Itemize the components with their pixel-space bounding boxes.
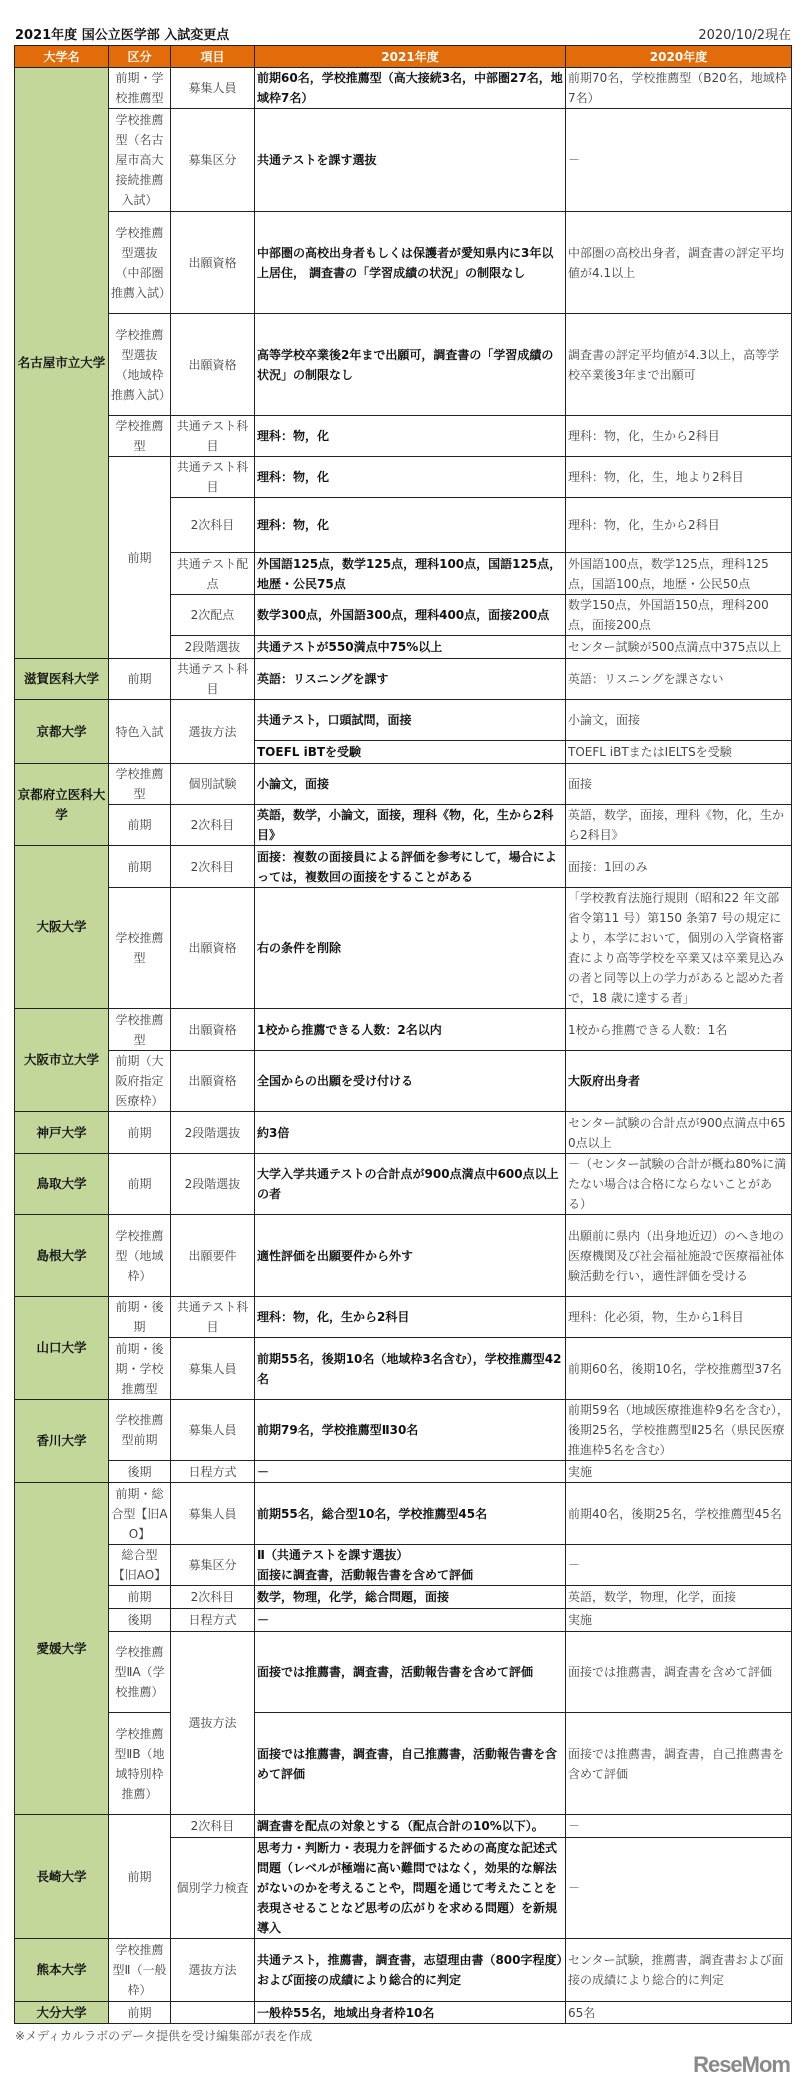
value-2021: 共通テストが550満点中75%以上 bbox=[255, 636, 566, 659]
value-2020: － bbox=[566, 1545, 792, 1586]
table-row bbox=[15, 1586, 792, 1609]
item-cell: 出願資格 bbox=[171, 314, 255, 416]
table-row bbox=[15, 700, 792, 741]
university-name: 長崎大学 bbox=[15, 1815, 109, 1939]
value-2020: － bbox=[566, 1838, 792, 1939]
category-cell: 学校推薦型Ⅱ（一般枠） bbox=[109, 1939, 171, 2002]
category-cell: 学校推薦型ⅡA（学校推薦） bbox=[109, 1632, 171, 1713]
footnote: ※メディカルラボのデータ提供を受け編集部が表を作成 bbox=[15, 2029, 313, 2043]
value-2021: 前期60名，学校推薦型（高大接続3名，中部圏27名，地域枠7名） bbox=[255, 68, 566, 109]
university-name: 香川大学 bbox=[15, 1400, 109, 1483]
item-cell: 選抜方法 bbox=[171, 1632, 255, 1815]
university-name: 鳥取大学 bbox=[15, 1154, 109, 1215]
value-2020: 数学150点，外国語150点，理科200点，面接200点 bbox=[566, 595, 792, 636]
value-2020: センター試験が500点満点中375点以上 bbox=[566, 636, 792, 659]
admission-changes-table bbox=[14, 45, 792, 2024]
category-cell: 総合型【旧AO】 bbox=[109, 1545, 171, 1586]
value-2020: 小論文，面接 bbox=[566, 700, 792, 741]
value-2020: 理科：化必須，物，生から1科目 bbox=[566, 1297, 792, 1338]
university-name: 京都大学 bbox=[15, 700, 109, 764]
value-2020: 調査書の評定平均値が4.3以上，高等学校卒業後3年まで出願可 bbox=[566, 314, 792, 416]
item-cell: 2段階選抜 bbox=[171, 636, 255, 659]
item-cell: 募集区分 bbox=[171, 109, 255, 212]
value-2021: 右の条件を削除 bbox=[255, 888, 566, 1009]
table-container bbox=[0, 45, 805, 2024]
value-2020: 面接：1回のみ bbox=[566, 846, 792, 888]
table-row bbox=[15, 1461, 792, 1483]
item-cell: 個別試験 bbox=[171, 764, 255, 805]
value-2021: 共通テストを課す選抜 bbox=[255, 109, 566, 212]
value-2021: 前期55名，後期10名（地域枠3名含む），学校推薦型42名 bbox=[255, 1338, 566, 1400]
item-cell: 2次配点 bbox=[171, 595, 255, 636]
table-row bbox=[15, 1939, 792, 2002]
value-2020: 前期40名，後期25名，学校推薦型45名 bbox=[566, 1483, 792, 1545]
item-cell: 日程方式 bbox=[171, 1461, 255, 1483]
value-2020: 理科：物，化，生から2科目 bbox=[566, 498, 792, 553]
item-cell: 日程方式 bbox=[171, 1609, 255, 1632]
value-2021: 理科：物，化 bbox=[255, 416, 566, 457]
value-2020: － bbox=[566, 109, 792, 212]
value-2021: 外国語125点，数学125点，理科100点，国語125点，地歴・公民75点 bbox=[255, 553, 566, 595]
value-2021: 数学300点，外国語300点，理科400点，面接200点 bbox=[255, 595, 566, 636]
value-2021: 1校から推薦できる人数：2名以内 bbox=[255, 1009, 566, 1051]
university-name: 大阪市立大学 bbox=[15, 1009, 109, 1112]
university-name: 滋賀医科大学 bbox=[15, 659, 109, 700]
university-name: 大分大学 bbox=[15, 2002, 109, 2024]
table-row bbox=[15, 1338, 792, 1400]
table-row bbox=[15, 212, 792, 314]
value-2021: 前期79名，学校推薦型Ⅱ30名 bbox=[255, 1400, 566, 1461]
category-cell: 前期・学校推薦型 bbox=[109, 68, 171, 109]
value-2021: TOEFL iBTを受験 bbox=[255, 741, 566, 764]
category-cell: 学校推薦型 bbox=[109, 416, 171, 457]
value-2021: 中部圏の高校出身者もしくは保護者が愛知県内に3年以上居住， 調査書の「学習成績の状況」の制限なし bbox=[255, 212, 566, 314]
value-2020: 1校から推薦できる人数：1名 bbox=[566, 1009, 792, 1051]
value-2020: 大阪府出身者 bbox=[566, 1051, 792, 1112]
value-2021: Ⅱ（共通テストを課す選抜） 面接に調査書，活動報告書を含めて評価 bbox=[255, 1545, 566, 1586]
value-2021: 約3倍 bbox=[255, 1112, 566, 1154]
value-2020: センター試験，推薦書，調査書および面接の成績により総合的に判定 bbox=[566, 1939, 792, 2002]
value-2021: 英語，数学，小論文，面接，理科《物，化，生から2科目》 bbox=[255, 805, 566, 846]
item-cell: 2次科目 bbox=[171, 1586, 255, 1609]
item-cell: 2段階選抜 bbox=[171, 1112, 255, 1154]
item-cell: 2段階選抜 bbox=[171, 1154, 255, 1215]
item-cell: 個別学力検査 bbox=[171, 1838, 255, 1939]
table-row bbox=[15, 109, 792, 212]
item-cell: 選抜方法 bbox=[171, 1939, 255, 2002]
table-row bbox=[15, 1112, 792, 1154]
table-row bbox=[15, 1713, 792, 1815]
value-2021: 小論文，面接 bbox=[255, 764, 566, 805]
resemom-logo: ReseMom bbox=[693, 2052, 790, 2077]
university-name: 山口大学 bbox=[15, 1297, 109, 1400]
item-cell: 出願資格 bbox=[171, 212, 255, 314]
value-2020: 外国語100点，数学125点，理科125点，国語100点，地歴・公民50点 bbox=[566, 553, 792, 595]
column-header-2021: 2021年度 bbox=[255, 46, 566, 68]
value-2021: 前期55名，総合型10名，学校推薦型45名 bbox=[255, 1483, 566, 1545]
value-2021: 適性評価を出願要件から外す bbox=[255, 1215, 566, 1297]
value-2020: 前期70名，学校推薦型（B20名，地域枠7名） bbox=[566, 68, 792, 109]
category-cell: 前期 bbox=[109, 805, 171, 846]
value-2021: － bbox=[255, 1461, 566, 1483]
university-name: 大阪大学 bbox=[15, 846, 109, 1009]
value-2020: －（センター試験の合計が概ね80%に満たない場合は合格にならないことがある） bbox=[566, 1154, 792, 1215]
value-2020: 前期60名，後期10名，学校推薦型37名 bbox=[566, 1338, 792, 1400]
category-cell: 特色入試 bbox=[109, 700, 171, 764]
value-2020: － bbox=[566, 1815, 792, 1838]
value-2021: 面接：複数の面接員による評価を参考にして，場合によっては，複数回の面接をすることがある bbox=[255, 846, 566, 888]
item-cell: 選抜方法 bbox=[171, 700, 255, 764]
value-2021: 共通テスト，口頭試問，面接 bbox=[255, 700, 566, 741]
item-cell: 募集人員 bbox=[171, 1483, 255, 1545]
table-row bbox=[15, 888, 792, 1009]
page-title: 2021年度 国公立医学部 入試変更点 bbox=[15, 28, 230, 43]
value-2020: 出願前に県内（出身地近辺）のへき地の医療機関及び社会福祉施設で医療福祉体験活動を行い，適性評価を受ける bbox=[566, 1215, 792, 1297]
university-name: 島根大学 bbox=[15, 1215, 109, 1297]
item-cell: 出願要件 bbox=[171, 1215, 255, 1297]
university-name: 名古屋市立大学 bbox=[15, 68, 109, 659]
table-row bbox=[15, 1297, 792, 1338]
table-row bbox=[15, 457, 792, 498]
value-2021: 面接では推薦書，調査書，自己推薦書，活動報告書を含めて評価 bbox=[255, 1713, 566, 1815]
table-header-row bbox=[15, 46, 792, 68]
value-2020: 実施 bbox=[566, 1461, 792, 1483]
value-2020: 中部圏の高校出身者，調査書の評定平均値が4.1以上 bbox=[566, 212, 792, 314]
category-cell: 前期 bbox=[109, 1112, 171, 1154]
table-row bbox=[15, 805, 792, 846]
column-header-category: 区分 bbox=[109, 46, 171, 68]
table-row bbox=[15, 1009, 792, 1051]
university-name: 京都府立医科大学 bbox=[15, 764, 109, 846]
item-cell: 2次科目 bbox=[171, 805, 255, 846]
category-cell: 後期 bbox=[109, 1609, 171, 1632]
value-2021: 英語：リスニングを課す bbox=[255, 659, 566, 700]
value-2021: 高等学校卒業後2年まで出願可，調査書の「学習成績の状況」の制限なし bbox=[255, 314, 566, 416]
value-2020: TOEFL iBTまたはIELTSを受験 bbox=[566, 741, 792, 764]
column-header-2020: 2020年度 bbox=[566, 46, 792, 68]
table-row bbox=[15, 68, 792, 109]
table-row bbox=[15, 1051, 792, 1112]
value-2021: 理科：物，化 bbox=[255, 498, 566, 553]
category-cell: 前期（大阪府指定医療枠） bbox=[109, 1051, 171, 1112]
value-2021: 共通テスト，推薦書，調査書，志望理由書（800字程度）および面接の成績により総合的に判定 bbox=[255, 1939, 566, 2002]
table-row bbox=[15, 1632, 792, 1713]
value-2021: 大学入学共通テストの合計点が900点満点中600点以上の者 bbox=[255, 1154, 566, 1215]
category-cell: 前期 bbox=[109, 1154, 171, 1215]
item-cell bbox=[171, 2002, 255, 2024]
category-cell: 前期 bbox=[109, 1586, 171, 1609]
table-row bbox=[15, 659, 792, 700]
value-2021: 理科：物，化 bbox=[255, 457, 566, 498]
column-header-university: 大学名 bbox=[15, 46, 109, 68]
category-cell: 前期 bbox=[109, 846, 171, 888]
university-name: 熊本大学 bbox=[15, 1939, 109, 2002]
table-body bbox=[15, 68, 792, 2024]
category-cell: 前期 bbox=[109, 1815, 171, 1939]
value-2021: 理科：物，化，生から2科目 bbox=[255, 1297, 566, 1338]
category-cell: 学校推薦型選抜（地域枠推薦入試） bbox=[109, 314, 171, 416]
category-cell: 前期・後期 bbox=[109, 1297, 171, 1338]
category-cell: 前期・総合型【旧AO】 bbox=[109, 1483, 171, 1545]
value-2020: 前期59名（地域医療推進枠9名を含む），後期25名，学校推薦型Ⅱ25名（県民医療推進枠5名を含む） bbox=[566, 1400, 792, 1461]
category-cell: 学校推薦型 bbox=[109, 764, 171, 805]
item-cell: 募集人員 bbox=[171, 1338, 255, 1400]
category-cell: 前期 bbox=[109, 659, 171, 700]
value-2020: 英語，数学，面接，理科《物，化，生から2科目》 bbox=[566, 805, 792, 846]
university-name: 愛媛大学 bbox=[15, 1483, 109, 1815]
value-2020: 英語，数学，物理，化学，面接 bbox=[566, 1586, 792, 1609]
item-cell: 共通テスト配点 bbox=[171, 553, 255, 595]
category-cell: 学校推薦型ⅡB（地域特別枠推薦） bbox=[109, 1713, 171, 1815]
item-cell: 共通テスト科目 bbox=[171, 416, 255, 457]
value-2021: 全国からの出願を受け付ける bbox=[255, 1051, 566, 1112]
item-cell: 出願資格 bbox=[171, 1051, 255, 1112]
item-cell: 出願資格 bbox=[171, 1009, 255, 1051]
table-row bbox=[15, 1815, 792, 1838]
item-cell: 募集人員 bbox=[171, 68, 255, 109]
category-cell: 学校推薦型（地域枠） bbox=[109, 1215, 171, 1297]
value-2021: 調査書を配点の対象とする（配点合計の10%以下）。 bbox=[255, 1815, 566, 1838]
item-cell: 共通テスト科目 bbox=[171, 1297, 255, 1338]
value-2020: 65名 bbox=[566, 2002, 792, 2024]
table-row bbox=[15, 846, 792, 888]
value-2021: 一般枠55名，地域出身者枠10名 bbox=[255, 2002, 566, 2024]
value-2021: 思考力・判断力・表現力を評価するための高度な記述式問題（レベルが極端に高い難問ではなく，効果的な解法がないのかを考えることや，問題を通じて考えたことを表現させることなど思考の広がりを求める問題）を新規導入 bbox=[255, 1838, 566, 1939]
item-cell: 2次科目 bbox=[171, 1815, 255, 1838]
category-cell: 学校推薦型選抜（中部圏推薦入試） bbox=[109, 212, 171, 314]
item-cell: 2次科目 bbox=[171, 846, 255, 888]
item-cell: 共通テスト科目 bbox=[171, 457, 255, 498]
value-2020: 面接 bbox=[566, 764, 792, 805]
value-2020: 英語：リスニングを課さない bbox=[566, 659, 792, 700]
logo-row bbox=[0, 2044, 805, 2078]
value-2020: 理科：物，化，生から2科目 bbox=[566, 416, 792, 457]
value-2020: 面接では推薦書，調査書を含めて評価 bbox=[566, 1632, 792, 1713]
table-row bbox=[15, 314, 792, 416]
category-cell: 前期 bbox=[109, 457, 171, 659]
table-row bbox=[15, 1400, 792, 1461]
category-cell: 学校推薦型 bbox=[109, 1009, 171, 1051]
category-cell: 後期 bbox=[109, 1461, 171, 1483]
item-cell: 出願資格 bbox=[171, 888, 255, 1009]
table-row bbox=[15, 1609, 792, 1632]
page-header bbox=[0, 0, 805, 45]
table-row bbox=[15, 2002, 792, 2024]
value-2020: 理科：物，化，生，地より2科目 bbox=[566, 457, 792, 498]
value-2021: 数学，物理，化学，総合問題，面接 bbox=[255, 1586, 566, 1609]
table-row bbox=[15, 1154, 792, 1215]
value-2020: センター試験の合計点が900点満点中650点以上 bbox=[566, 1112, 792, 1154]
value-2020: 実施 bbox=[566, 1609, 792, 1632]
item-cell: 2次科目 bbox=[171, 498, 255, 553]
category-cell: 前期・後期・学校推薦型 bbox=[109, 1338, 171, 1400]
item-cell: 共通テスト科目 bbox=[171, 659, 255, 700]
category-cell: 前期 bbox=[109, 2002, 171, 2024]
table-row bbox=[15, 416, 792, 457]
table-row bbox=[15, 1483, 792, 1545]
value-2021: － bbox=[255, 1609, 566, 1632]
table-row bbox=[15, 764, 792, 805]
category-cell: 学校推薦型 bbox=[109, 888, 171, 1009]
table-row bbox=[15, 1545, 792, 1586]
category-cell: 学校推薦型前期 bbox=[109, 1400, 171, 1461]
as-of-date: 2020/10/2現在 bbox=[698, 28, 791, 43]
item-cell: 募集人員 bbox=[171, 1400, 255, 1461]
column-header-item: 項目 bbox=[171, 46, 255, 68]
item-cell: 募集区分 bbox=[171, 1545, 255, 1586]
category-cell: 学校推薦型（名古屋市高大接続推薦入試） bbox=[109, 109, 171, 212]
value-2020: 「学校教育法施行規則（昭和22 年文部省令第11 号）第150 条第7 号の規定により，本学において，個別の入学資格審査により高等学校を卒業又は卒業見込みの者と同等以上の学力があると認めた者で，18 歳に達する者」 bbox=[566, 888, 792, 1009]
value-2021: 面接では推薦書，調査書，活動報告書を含めて評価 bbox=[255, 1632, 566, 1713]
table-row bbox=[15, 1215, 792, 1297]
value-2020: 面接では推薦書，調査書，自己推薦書を含めて評価 bbox=[566, 1713, 792, 1815]
university-name: 神戸大学 bbox=[15, 1112, 109, 1154]
